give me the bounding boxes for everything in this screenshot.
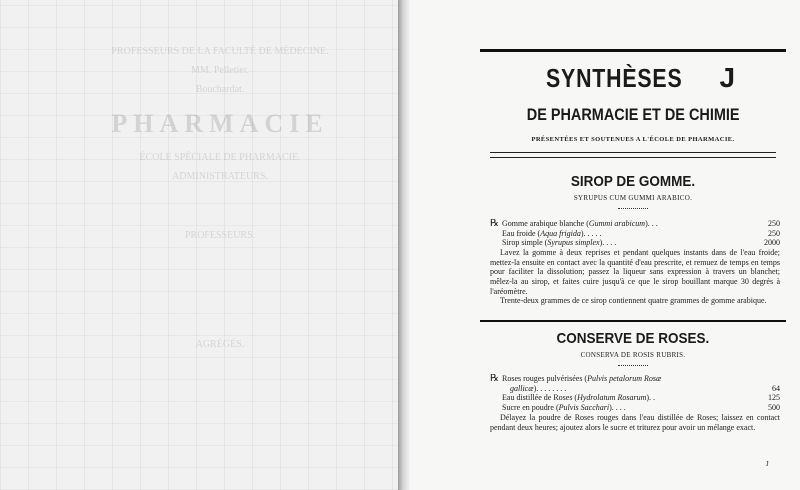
- ornament: [618, 208, 648, 211]
- ghost-line: PHARMACIE: [111, 109, 329, 138]
- section-title-sirop: SIROP DE GOMME.: [570, 173, 696, 190]
- left-page: [0, 0, 398, 490]
- ingredient-row: Eau froide (Aqua frigida). . . . . 250: [502, 228, 780, 238]
- section-title-conserve: CONSERVE DE ROSES.: [556, 330, 710, 347]
- instructions-conserve: Délayez la poudre de Roses rouges dans l'eau distillée de Roses; laissez en contact pendant deux heures; ajoutez alors le sucre et triturez pour avoir un mélange exact.: [490, 413, 780, 432]
- section-latin-conserve: CONSERVA DE ROSIS RUBRIS.: [580, 351, 686, 359]
- book-gutter: [398, 0, 410, 490]
- ghost-line: PROFESSEURS DE LA FACULTÉ DE MÉDECINE.: [111, 46, 329, 57]
- ghost-line: MM. Pelletier.: [190, 65, 250, 76]
- recipe-symbol: ℞: [490, 219, 499, 229]
- ingredient-row: ℞ Roses rouges pulvérisées (Pulvis petalorum Rosæ: [490, 374, 662, 384]
- page-title: SYNTHÈSES: [545, 63, 683, 93]
- ghost-line: ÉCOLE SPÉCIALE DE PHARMACIE.: [139, 152, 301, 164]
- page-header: [480, 62, 786, 94]
- ingredient-row: gallicæ). . . . . . . . 64: [510, 383, 780, 393]
- ornament: [618, 365, 648, 368]
- recipe-symbol: ℞: [490, 374, 499, 384]
- page-subtitle: DE PHARMACIE ET DE CHIMIE: [526, 105, 740, 124]
- top-rule: [480, 49, 786, 52]
- show-through-text: [95, 42, 345, 354]
- ingredient-row: Sucre en poudre (Pulvis Sacchari). . . . 500: [502, 402, 780, 412]
- ghost-line: PROFESSEURS.: [184, 230, 256, 242]
- ghost-line: Bouchardat.: [195, 84, 245, 95]
- page-tagline: PRÉSENTÉES ET SOUTENUES A L'ÉCOLE DE PHARMACIE.: [531, 136, 735, 143]
- ingredient-row: ℞ Gomme arabique blanche (Gummi arabicum). . . 250: [490, 219, 780, 229]
- instructions-sirop: Lavez la gomme à deux reprises et pendant quelques instants dans de l'eau froide; mettez-la ensuite en contact avec la quantité d'eau prescrite, et remuez de temps en temps pour faciliter la dissolution; passez la liqueur sans expression à travers un blanchet; mêlez-la au sirop, et faites cuire jusqu'à ce que le sirop bouillant marque 30 degrés à l'aréomètre.: [490, 248, 780, 296]
- section-latin-sirop: SYRUPUS CUM GUMMI ARABICO.: [573, 194, 693, 202]
- ingredient-row: Sirop simple (Syrupus simplex). . . . 2000: [502, 238, 780, 248]
- divider: [490, 152, 776, 153]
- ghost-line: AGRÉGÉS.: [195, 339, 245, 351]
- section-divider: [480, 320, 786, 322]
- ingredient-row: Eau distillée de Roses (Hydrolatum Rosarum). . 125: [502, 393, 780, 403]
- signature-letter: J: [719, 62, 736, 93]
- right-page: [410, 0, 800, 490]
- ghost-line: ADMINISTRATEURS.: [172, 171, 268, 183]
- note-sirop: Trente-deux grammes de ce sirop contiennent quatre grammes de gomme arabique.: [500, 296, 767, 305]
- ingredients-conserve: [490, 374, 780, 412]
- ingredients-sirop: [490, 219, 780, 248]
- divider: [490, 157, 776, 158]
- page-signature-mark: J: [766, 460, 769, 468]
